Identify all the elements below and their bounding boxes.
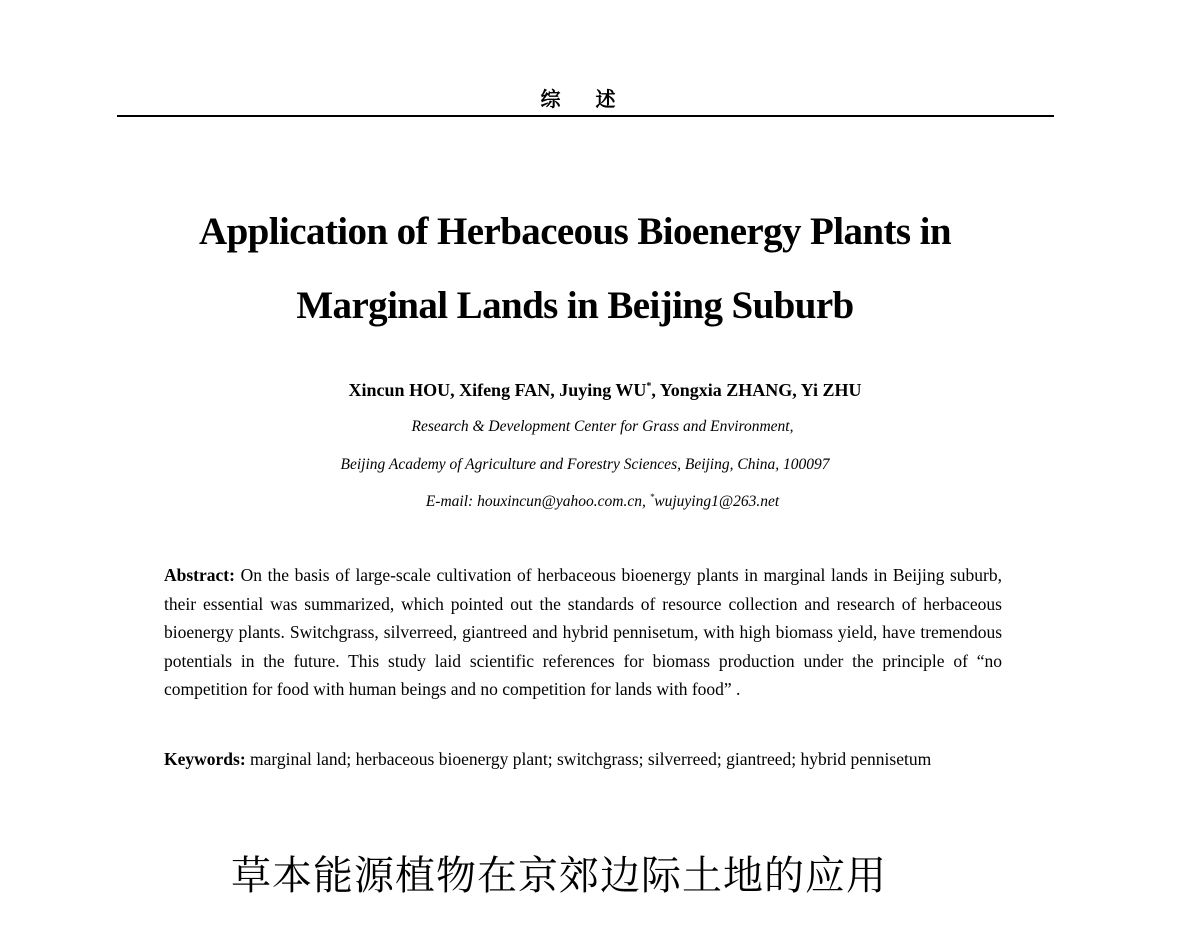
- paper-title: [0, 195, 1150, 343]
- keywords-text: marginal land; herbaceous bioenergy plant; switchgrass; silverreed; giantreed; hybrid pennisetum: [245, 749, 932, 769]
- keywords: [164, 746, 1002, 772]
- header-rule: [117, 115, 1054, 117]
- keywords-label: Keywords:: [164, 749, 246, 769]
- abstract-text: On the basis of large-scale cultivation of herbaceous bioenergy plants in marginal lands in Beijing suburb, their essential was summarized, which pointed out the standards of resource collection and research of herbaceous bioenergy plants. Switchgrass, silverreed, giantreed and hybrid pennisetum, with high biomass yield, have tremendous potentials in the future. This study laid scientific references for biomass production under the principle of “no competition for food with human beings and no competition for lands with food” .: [164, 565, 1002, 700]
- affiliation-line-1: Research & Development Center for Grass and Environment,: [411, 418, 794, 435]
- affiliation-line-2: Beijing Academy of Agriculture and Forestry Sciences, Beijing, China, 100097: [340, 456, 830, 473]
- email-address-2: wujuying1@263.net: [654, 493, 780, 510]
- chinese-title: 草本能源植物在京郊边际土地的应用: [231, 853, 887, 899]
- email-label: E-mail: houxincun@yahoo.com.cn,: [425, 493, 650, 510]
- corresponding-author-mark: *: [646, 381, 652, 392]
- email-mark: *: [649, 491, 655, 502]
- abstract-label: Abstract:: [164, 565, 235, 585]
- title-line-1: Application of Herbaceous Bioenergy Plants in: [199, 210, 951, 253]
- title-line-2: Marginal Lands in Beijing Suburb: [296, 284, 854, 327]
- authors-part-2: , Yongxia ZHANG, Yi ZHU: [651, 380, 862, 400]
- author-list: [0, 378, 1200, 402]
- email-line: [0, 492, 1200, 512]
- abstract: [164, 561, 1002, 704]
- section-label: 综 述: [540, 87, 630, 111]
- authors-part-1: Xincun HOU, Xifeng FAN, Juying WU: [348, 380, 647, 400]
